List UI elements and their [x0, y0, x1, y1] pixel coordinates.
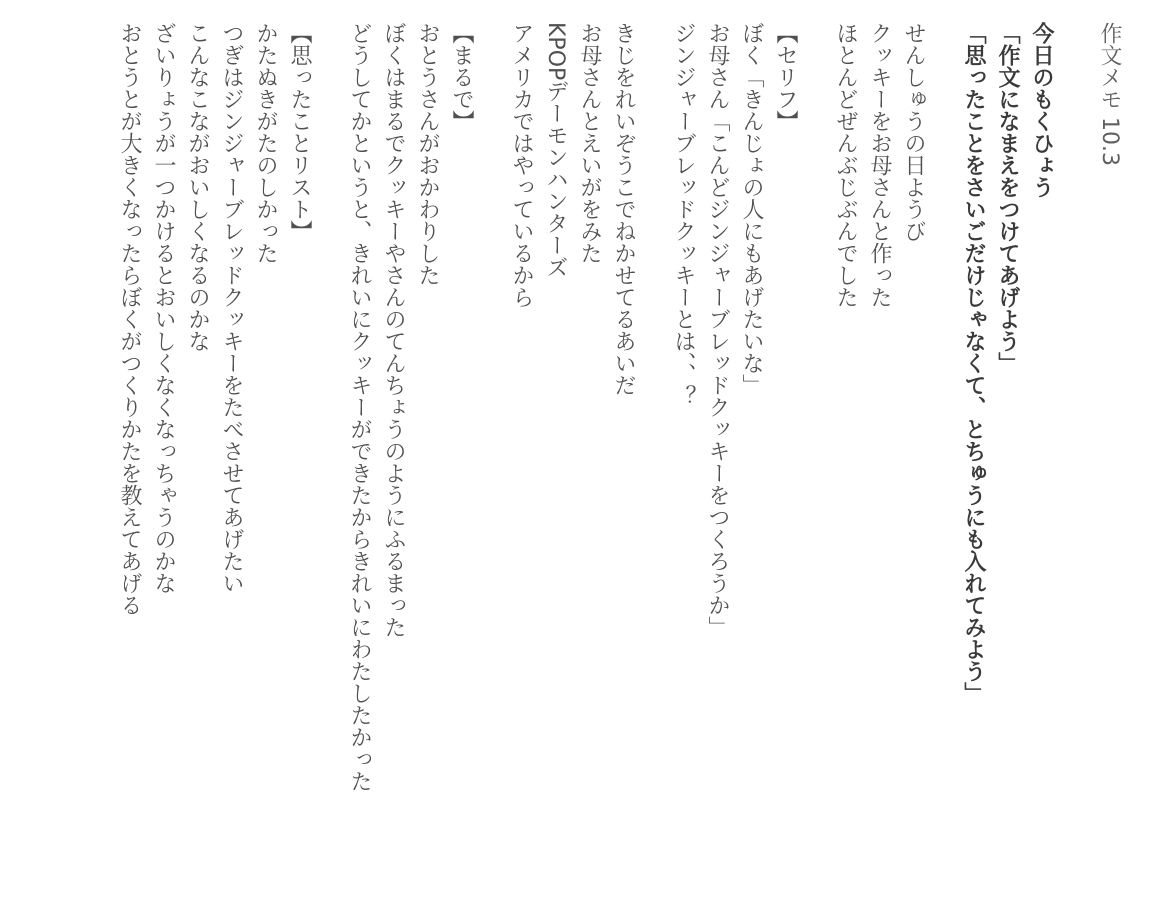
memo-line: かたぬきがたのしかった: [253, 22, 278, 264]
intro-section: [828, 22, 930, 882]
memo-line: つぎはジンジャーブレッドクッキーをたべさせてあげたい: [219, 22, 244, 594]
memo-line: アメリカではやっているから: [509, 22, 534, 308]
section-heading: 【セリフ】: [773, 22, 798, 132]
memo-line: きじをれいぞうこでねかせてるあいだ: [611, 22, 636, 396]
memo-line: おとうとが大きくなったらぼくがつくりかたを教えてあげる: [117, 22, 142, 616]
spacer: [1058, 22, 1092, 882]
section-heading: 【思ったことリスト】: [287, 22, 312, 242]
memo-line: どうしてかというと、きれいにクッキーができたからきれいにわたしたかった: [347, 22, 372, 792]
marude-section: [342, 22, 478, 882]
memo-line: こんなこながおいしくなるのかな: [185, 22, 210, 352]
memo-line: ジンジャーブレッドクッキーとは、、？: [671, 22, 696, 407]
memo-line: お母さんとえいがをみた: [577, 22, 602, 264]
goals-heading: 今日のもくひょう: [1029, 22, 1054, 198]
memo-line: おとうさんがおかわりした: [415, 22, 440, 286]
serifu-section: [666, 22, 802, 882]
goal-line: 「思ったことをさいごだけじゃなくて、とちゅうにも入れてみよう」: [961, 22, 986, 704]
memo-line: ざいりょうが一つかけるとおいしくなくなっちゃうのかな: [151, 22, 176, 594]
memo-line: KPOPデーモンハンターズ: [543, 22, 568, 279]
memo-line: ぼく「きんじょの人にもあげたいな」: [739, 22, 764, 396]
memo-line: せんしゅうの日ようび: [901, 22, 926, 242]
memo-line: ぼくはまるでクッキーやさんのてんちょうのようにふるまった: [381, 22, 406, 638]
middle-section: [504, 22, 640, 882]
goal-line: 「作文になまえをつけてあげよう」: [995, 22, 1020, 374]
memo-title: 作文メモ 10.3: [1097, 22, 1122, 166]
memo-line: お母さん「こんどジンジャーブレッドクッキーをつくろうか」: [705, 22, 730, 638]
memo-line: ほとんどぜんぶじぶんでした: [833, 22, 858, 308]
memo-line: クッキーをお母さんと作った: [867, 22, 892, 308]
goals-section: [956, 22, 1058, 882]
section-heading: 【まるで】: [449, 22, 474, 132]
omotta-section: [112, 22, 316, 882]
